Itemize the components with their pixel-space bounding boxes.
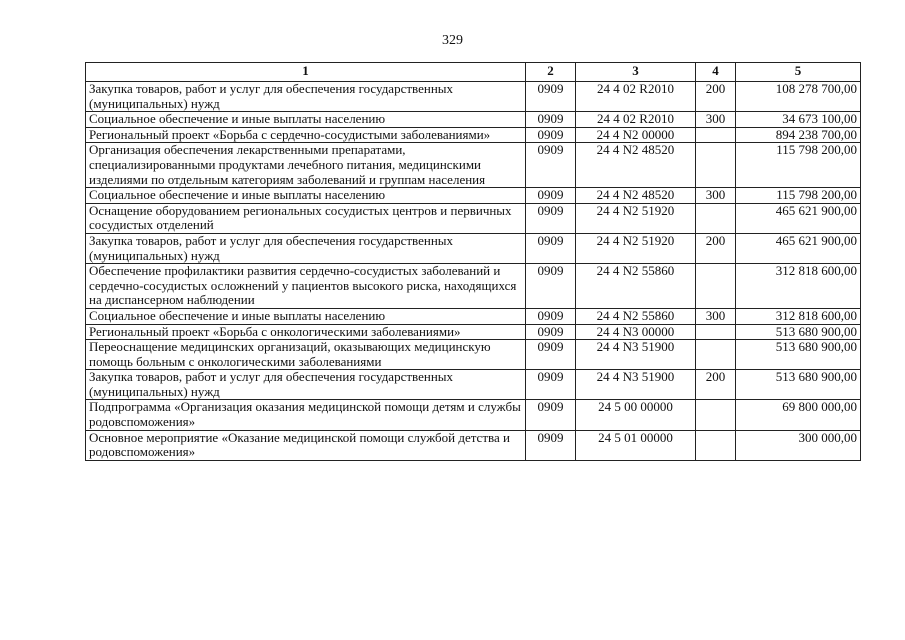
table-row (86, 430, 861, 460)
section-code: 0909 (526, 82, 576, 112)
header-row (86, 63, 861, 82)
table-row (86, 324, 861, 340)
target-code: 24 4 N3 00000 (576, 324, 696, 340)
type-code (696, 127, 736, 143)
column-header-target: 3 (576, 63, 696, 82)
amount: 894 238 700,00 (736, 127, 861, 143)
column-header-section: 2 (526, 63, 576, 82)
item-name: Основное мероприятие «Оказание медицинской помощи службой детства и родовспоможения» (86, 430, 526, 460)
table-row (86, 143, 861, 188)
item-name: Региональный проект «Борьба с онкологическими заболеваниями» (86, 324, 526, 340)
amount: 115 798 200,00 (736, 143, 861, 188)
amount: 465 621 900,00 (736, 203, 861, 233)
type-code (696, 340, 736, 370)
item-name: Организация обеспечения лекарственными препаратами, специализированными продуктами лечебного питания, медицинскими изделиями по отдельным категориям заболеваний и группам населения (86, 143, 526, 188)
section-code: 0909 (526, 264, 576, 309)
item-name: Социальное обеспечение и иные выплаты населению (86, 112, 526, 128)
budget-table (85, 62, 861, 461)
section-code: 0909 (526, 233, 576, 263)
type-code: 200 (696, 233, 736, 263)
type-code: 200 (696, 370, 736, 400)
section-code: 0909 (526, 143, 576, 188)
amount: 34 673 100,00 (736, 112, 861, 128)
table-row (86, 400, 861, 430)
item-name: Обеспечение профилактики развития сердечно-сосудистых заболеваний и сердечно-сосудистых осложнений у пациентов высокого риска, находящихся на диспансерном наблюдении (86, 264, 526, 309)
table-row (86, 203, 861, 233)
table-row (86, 127, 861, 143)
type-code (696, 143, 736, 188)
table-row (86, 112, 861, 128)
target-code: 24 4 N2 51920 (576, 203, 696, 233)
item-name: Региональный проект «Борьба с сердечно-сосудистыми заболеваниями» (86, 127, 526, 143)
amount: 69 800 000,00 (736, 400, 861, 430)
column-header-type: 4 (696, 63, 736, 82)
amount: 300 000,00 (736, 430, 861, 460)
target-code: 24 4 N2 48520 (576, 143, 696, 188)
table-row (86, 264, 861, 309)
type-code (696, 203, 736, 233)
section-code: 0909 (526, 308, 576, 324)
target-code: 24 4 N3 51900 (576, 340, 696, 370)
target-code: 24 5 00 00000 (576, 400, 696, 430)
type-code (696, 264, 736, 309)
type-code: 300 (696, 188, 736, 204)
section-code: 0909 (526, 188, 576, 204)
item-name: Закупка товаров, работ и услуг для обеспечения государственных (муниципальных) нужд (86, 370, 526, 400)
target-code: 24 4 02 R2010 (576, 112, 696, 128)
type-code (696, 430, 736, 460)
section-code: 0909 (526, 203, 576, 233)
section-code: 0909 (526, 400, 576, 430)
amount: 465 621 900,00 (736, 233, 861, 263)
target-code: 24 4 N2 55860 (576, 264, 696, 309)
item-name: Закупка товаров, работ и услуг для обеспечения государственных (муниципальных) нужд (86, 233, 526, 263)
type-code: 200 (696, 82, 736, 112)
type-code (696, 324, 736, 340)
item-name: Оснащение оборудованием региональных сосудистых центров и первичных сосудистых отделений (86, 203, 526, 233)
item-name: Переоснащение медицинских организаций, оказывающих медицинскую помощь больным с онкологическими заболеваниями (86, 340, 526, 370)
page-number: 329 (442, 33, 463, 48)
amount: 513 680 900,00 (736, 324, 861, 340)
section-code: 0909 (526, 370, 576, 400)
amount: 108 278 700,00 (736, 82, 861, 112)
item-name: Социальное обеспечение и иные выплаты населению (86, 188, 526, 204)
table-row (86, 82, 861, 112)
type-code (696, 400, 736, 430)
table-row (86, 308, 861, 324)
section-code: 0909 (526, 324, 576, 340)
section-code: 0909 (526, 112, 576, 128)
item-name: Подпрограмма «Организация оказания медицинской помощи детям и службы родовспоможения» (86, 400, 526, 430)
section-code: 0909 (526, 430, 576, 460)
type-code: 300 (696, 112, 736, 128)
section-code: 0909 (526, 340, 576, 370)
amount: 312 818 600,00 (736, 264, 861, 309)
amount: 312 818 600,00 (736, 308, 861, 324)
item-name: Закупка товаров, работ и услуг для обеспечения государственных (муниципальных) нужд (86, 82, 526, 112)
table-row (86, 340, 861, 370)
amount: 115 798 200,00 (736, 188, 861, 204)
table-row (86, 188, 861, 204)
table-row (86, 370, 861, 400)
section-code: 0909 (526, 127, 576, 143)
item-name: Социальное обеспечение и иные выплаты населению (86, 308, 526, 324)
target-code: 24 4 N2 00000 (576, 127, 696, 143)
amount: 513 680 900,00 (736, 370, 861, 400)
target-code: 24 4 N3 51900 (576, 370, 696, 400)
target-code: 24 4 02 R2010 (576, 82, 696, 112)
target-code: 24 4 N2 48520 (576, 188, 696, 204)
target-code: 24 5 01 00000 (576, 430, 696, 460)
table-row (86, 233, 861, 263)
target-code: 24 4 N2 51920 (576, 233, 696, 263)
column-header-amount: 5 (736, 63, 861, 82)
column-header-name: 1 (86, 63, 526, 82)
target-code: 24 4 N2 55860 (576, 308, 696, 324)
type-code: 300 (696, 308, 736, 324)
amount: 513 680 900,00 (736, 340, 861, 370)
